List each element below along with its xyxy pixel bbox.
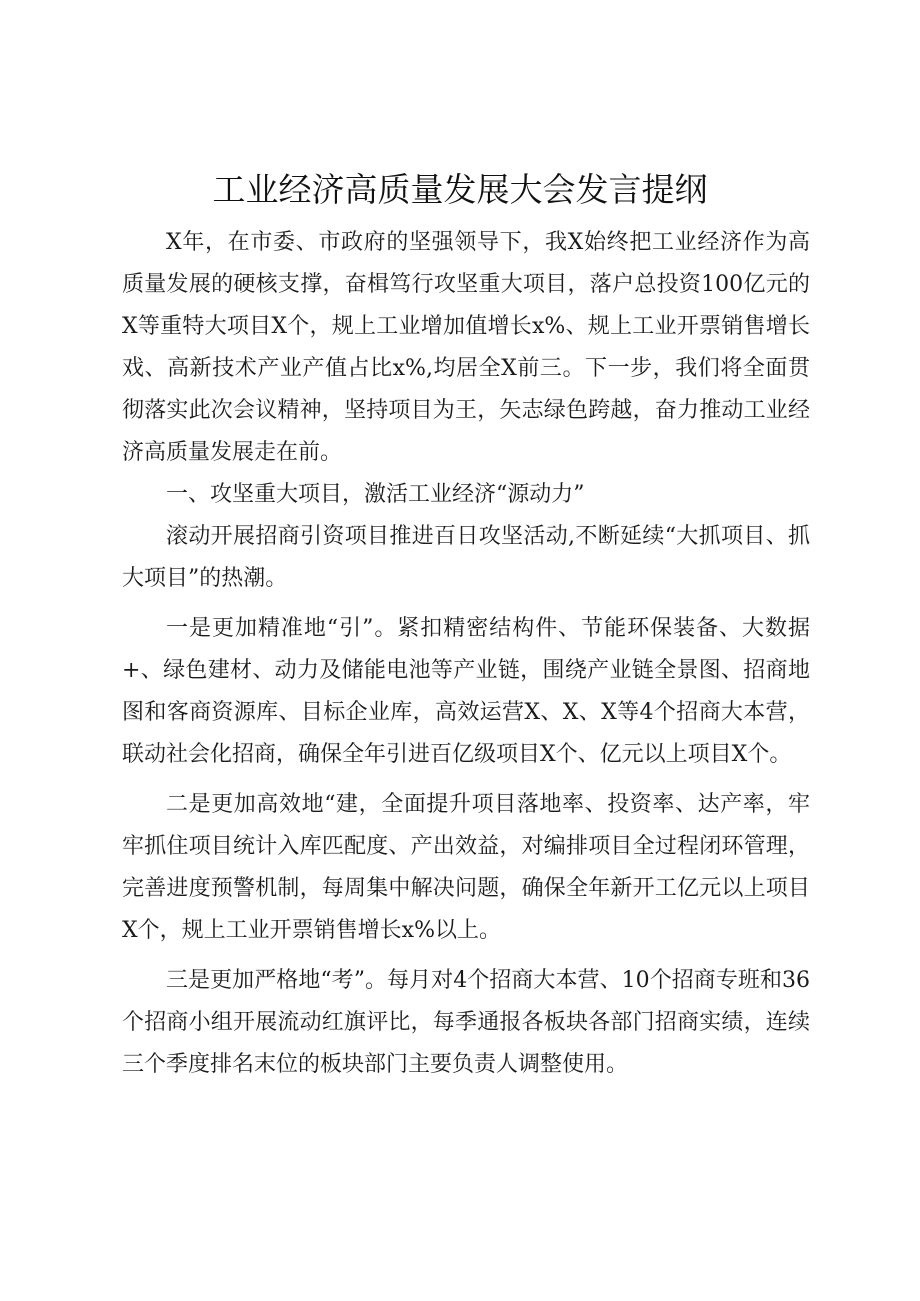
- paragraph-point-2: 二是更加高效地“建，全面提升项目落地率、投资率、达产率，牢牢抓住项目统计入库匹配度、产出效益，对编排项目全过程闭环管理，完善进度预警机制，每周集中解决问题，确保全年新开工亿元以上项目X个，规上工业开票销售增长x%以上。: [122, 792, 810, 943]
- paragraph-section-intro: 滚动开展招商引资项目推进百日攻坚活动,不断延续“大抓项目、抓大项目”的热潮。: [122, 524, 810, 591]
- section-heading-1: 一、攻坚重大项目，激活工业经济“源动力”: [166, 482, 585, 507]
- paragraph-intro: X年，在市委、市政府的坚强领导下，我X始终把工业经济作为高质量发展的硬核支撑，奋楫笃行攻坚重大项目，落户总投资100亿元的X等重特大项目X个，规上工业增加值增长x%、规上工业开票销售增长戏、高新技术产业产值占比x%,均居全X前三。下一步，我们将全面贯彻落实此次会议精神，坚持项目为王，矢志绿色跨越，奋力推动工业经济高质量发展走在前。: [122, 230, 810, 465]
- paragraph-point-1: 一是更加精准地“引”。紧扣精密结构件、节能环保装备、大数据+、绿色建材、动力及储能电池等产业链，围绕产业链全景图、招商地图和客商资源库、目标企业库，高效运营X、X、X等4个招商大本营，联动社会化招商，确保全年引进百亿级项目X个、亿元以上项目X个。: [122, 616, 810, 767]
- document-body: [122, 222, 810, 1086]
- document-title: 工业经济高质量发展大会发言提纲: [212, 170, 708, 209]
- paragraph-point-3: 三是更加严格地“考”。每月对4个招商大本营、10个招商专班和36个招商小组开展流动红旗评比，每季通报各板块各部门招商实绩，连续三个季度排名末位的板块部门主要负责人调整使用。: [122, 968, 810, 1077]
